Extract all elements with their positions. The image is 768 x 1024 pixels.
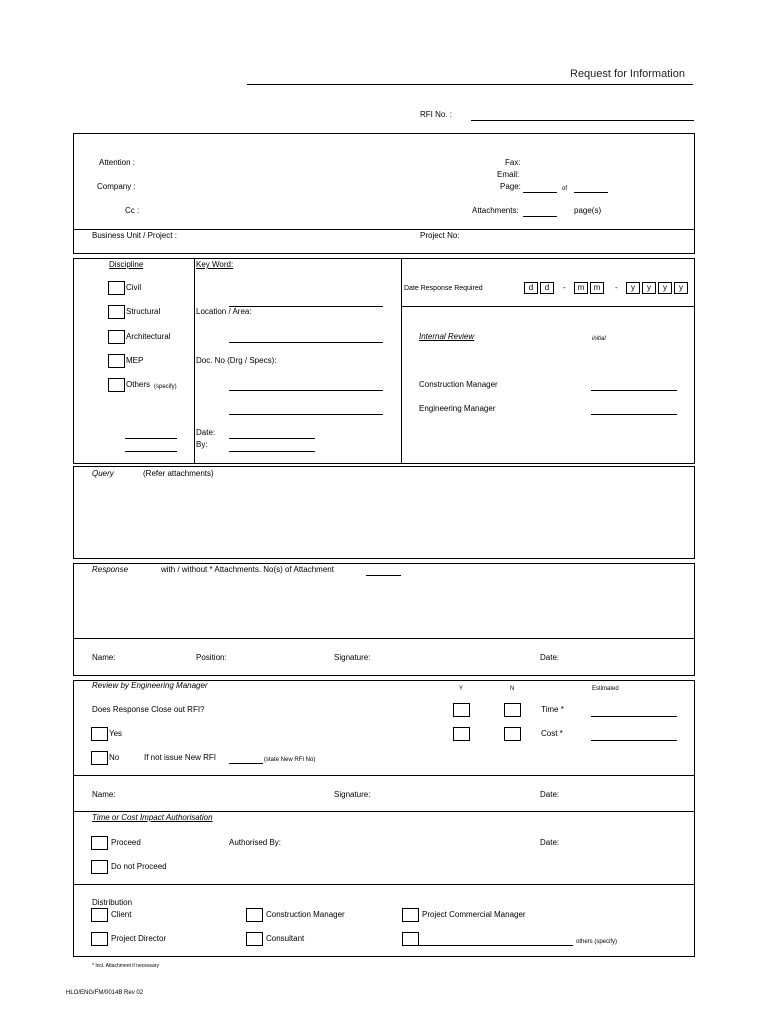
attachments-field[interactable] bbox=[523, 216, 557, 217]
response-section bbox=[73, 563, 695, 676]
client-label: Client bbox=[111, 910, 132, 919]
by-field[interactable] bbox=[229, 451, 315, 452]
query-label: Query bbox=[92, 469, 114, 478]
time-y-checkbox[interactable] bbox=[453, 703, 470, 717]
attention-label: Attention : bbox=[99, 158, 136, 167]
response-signature-label: Signature: bbox=[334, 653, 371, 662]
email-label: Email: bbox=[497, 170, 520, 179]
date-separator-2: - bbox=[615, 283, 618, 292]
by-label: By: bbox=[196, 440, 208, 449]
company-label: Company : bbox=[97, 182, 136, 191]
title-rule bbox=[247, 84, 693, 85]
others-specify-field[interactable] bbox=[419, 945, 573, 946]
doc-no-label: Doc. No (Drg / Specs): bbox=[196, 356, 277, 365]
response-date-label: Date: bbox=[540, 653, 560, 662]
discipline-line-2[interactable] bbox=[125, 451, 177, 452]
project-no-label: Project No: bbox=[420, 231, 460, 240]
query-note: (Refer attachments) bbox=[143, 469, 214, 478]
yes-label: Yes bbox=[109, 729, 123, 738]
month-digit-1[interactable]: m bbox=[574, 282, 588, 294]
month-digit-2[interactable]: m bbox=[590, 282, 604, 294]
page-label: Page: bbox=[500, 182, 521, 191]
fax-label: Fax: bbox=[505, 158, 521, 167]
do-not-proceed-label: Do not Proceed bbox=[111, 862, 167, 871]
engineering-manager-initial[interactable] bbox=[591, 414, 677, 415]
distribution-heading: Distribution bbox=[92, 898, 133, 907]
no-label: No bbox=[109, 753, 120, 762]
review-divider-1 bbox=[73, 775, 695, 776]
structural-checkbox[interactable] bbox=[108, 305, 125, 319]
discipline-heading: Discipline bbox=[109, 260, 144, 269]
mep-label: MEP bbox=[126, 356, 144, 365]
consultant-checkbox[interactable] bbox=[246, 932, 263, 946]
location-field[interactable] bbox=[229, 342, 383, 343]
year-digit-2[interactable]: y bbox=[642, 282, 656, 294]
dist-construction-manager-label: Construction Manager bbox=[266, 910, 345, 919]
cost-y-checkbox[interactable] bbox=[453, 727, 470, 741]
response-label: Response bbox=[92, 565, 129, 574]
y-column-label: Y bbox=[459, 686, 464, 692]
civil-checkbox[interactable] bbox=[108, 281, 125, 295]
key-word-field[interactable] bbox=[229, 306, 383, 307]
day-digit-2[interactable]: d bbox=[540, 282, 554, 294]
state-new-rfi-label: (state New RFI No) bbox=[264, 757, 316, 763]
others-checkbox[interactable] bbox=[108, 378, 125, 392]
do-not-proceed-checkbox[interactable] bbox=[91, 860, 108, 874]
rfi-no-label: RFI No. : bbox=[420, 110, 453, 119]
architectural-checkbox[interactable] bbox=[108, 330, 125, 344]
project-director-checkbox[interactable] bbox=[91, 932, 108, 946]
response-divider bbox=[73, 638, 695, 639]
review-divider-3 bbox=[73, 884, 695, 885]
authorisation-date-label: Date: bbox=[540, 838, 560, 847]
date-label: Date: bbox=[196, 428, 216, 437]
of-label: of bbox=[562, 186, 568, 192]
time-n-checkbox[interactable] bbox=[504, 703, 521, 717]
internal-review-heading: Internal Review bbox=[419, 332, 475, 341]
response-name-label: Name: bbox=[92, 653, 116, 662]
yes-checkbox[interactable] bbox=[91, 727, 108, 741]
authorisation-heading: Time or Cost Impact Authorisation bbox=[92, 813, 213, 822]
time-label: Time * bbox=[541, 705, 564, 714]
n-column-label: N bbox=[510, 686, 515, 692]
review-divider-2 bbox=[73, 811, 695, 812]
construction-manager-initial[interactable] bbox=[591, 390, 677, 391]
close-out-question: Does Response Close out RFI? bbox=[92, 705, 205, 714]
project-director-label: Project Director bbox=[111, 934, 167, 943]
cost-n-checkbox[interactable] bbox=[504, 727, 521, 741]
cost-field[interactable] bbox=[591, 740, 677, 741]
mep-checkbox[interactable] bbox=[108, 354, 125, 368]
estimated-label: Estimated bbox=[592, 686, 619, 692]
review-date-label: Date: bbox=[540, 790, 560, 799]
cc-label: Cc : bbox=[125, 206, 140, 215]
proceed-label: Proceed bbox=[111, 838, 141, 847]
query-section[interactable] bbox=[73, 466, 695, 559]
structural-label: Structural bbox=[126, 307, 161, 316]
construction-manager-label: Construction Manager bbox=[419, 380, 498, 389]
new-rfi-field[interactable] bbox=[229, 763, 263, 764]
response-position-label: Position: bbox=[196, 653, 227, 662]
review-signature-label: Signature: bbox=[334, 790, 371, 799]
proceed-checkbox[interactable] bbox=[91, 836, 108, 850]
initial-label: initial bbox=[592, 336, 606, 342]
time-field[interactable] bbox=[591, 716, 677, 717]
cost-label: Cost * bbox=[541, 729, 563, 738]
if-not-label: If not issue New RFI bbox=[144, 753, 217, 762]
architectural-label: Architectural bbox=[126, 332, 171, 341]
business-unit-label: Business Unit / Project : bbox=[92, 231, 177, 240]
page-field[interactable] bbox=[523, 192, 557, 193]
footnote: * Incl. Attachment if necessary bbox=[92, 963, 159, 969]
year-digit-1[interactable]: y bbox=[626, 282, 640, 294]
location-label: Location / Area: bbox=[196, 307, 252, 316]
rfi-no-field[interactable] bbox=[471, 120, 694, 121]
year-digit-3[interactable]: y bbox=[658, 282, 672, 294]
construction-manager-checkbox[interactable] bbox=[246, 908, 263, 922]
others-specify-label: others (specify) bbox=[576, 939, 618, 945]
date-field[interactable] bbox=[229, 438, 315, 439]
document-code: HLO/ENG/FM/0014B Rev 02 bbox=[66, 990, 144, 996]
review-name-label: Name: bbox=[92, 790, 116, 799]
page-of-field[interactable] bbox=[574, 192, 608, 193]
discipline-line-1[interactable] bbox=[125, 438, 177, 439]
form-title: Request for Information bbox=[570, 68, 685, 80]
others-dist-checkbox[interactable] bbox=[402, 932, 419, 946]
client-checkbox[interactable] bbox=[91, 908, 108, 922]
consultant-label: Consultant bbox=[266, 934, 305, 943]
date-separator-1: - bbox=[563, 283, 566, 292]
response-note: with / without * Attachments. No(s) of Attachment bbox=[161, 565, 334, 574]
discipline-divider bbox=[194, 258, 195, 464]
specify-label: (specify) bbox=[154, 384, 177, 390]
pages-label: page(s) bbox=[574, 206, 602, 215]
date-response-label: Date Response Required bbox=[404, 285, 483, 292]
review-divider bbox=[401, 258, 402, 464]
attachments-label: Attachments: bbox=[472, 206, 519, 215]
year-digit-4[interactable]: y bbox=[674, 282, 688, 294]
engineering-manager-label: Engineering Manager bbox=[419, 404, 496, 413]
project-commercial-manager-checkbox[interactable] bbox=[402, 908, 419, 922]
project-commercial-manager-label: Project Commercial Manager bbox=[422, 910, 526, 919]
day-digit-1[interactable]: d bbox=[524, 282, 538, 294]
key-word-label: Key Word: bbox=[196, 260, 234, 269]
civil-label: Civil bbox=[126, 283, 142, 292]
doc-no-field-1[interactable] bbox=[229, 390, 383, 391]
authorised-by-label: Authorised By: bbox=[229, 838, 282, 847]
doc-no-field-2[interactable] bbox=[229, 414, 383, 415]
attachment-count-field[interactable] bbox=[366, 575, 401, 576]
header-divider bbox=[73, 229, 695, 230]
date-response-divider bbox=[401, 306, 695, 307]
no-checkbox[interactable] bbox=[91, 751, 108, 765]
others-label: Others bbox=[126, 380, 151, 389]
review-heading: Review by Engineering Manager bbox=[92, 681, 208, 690]
